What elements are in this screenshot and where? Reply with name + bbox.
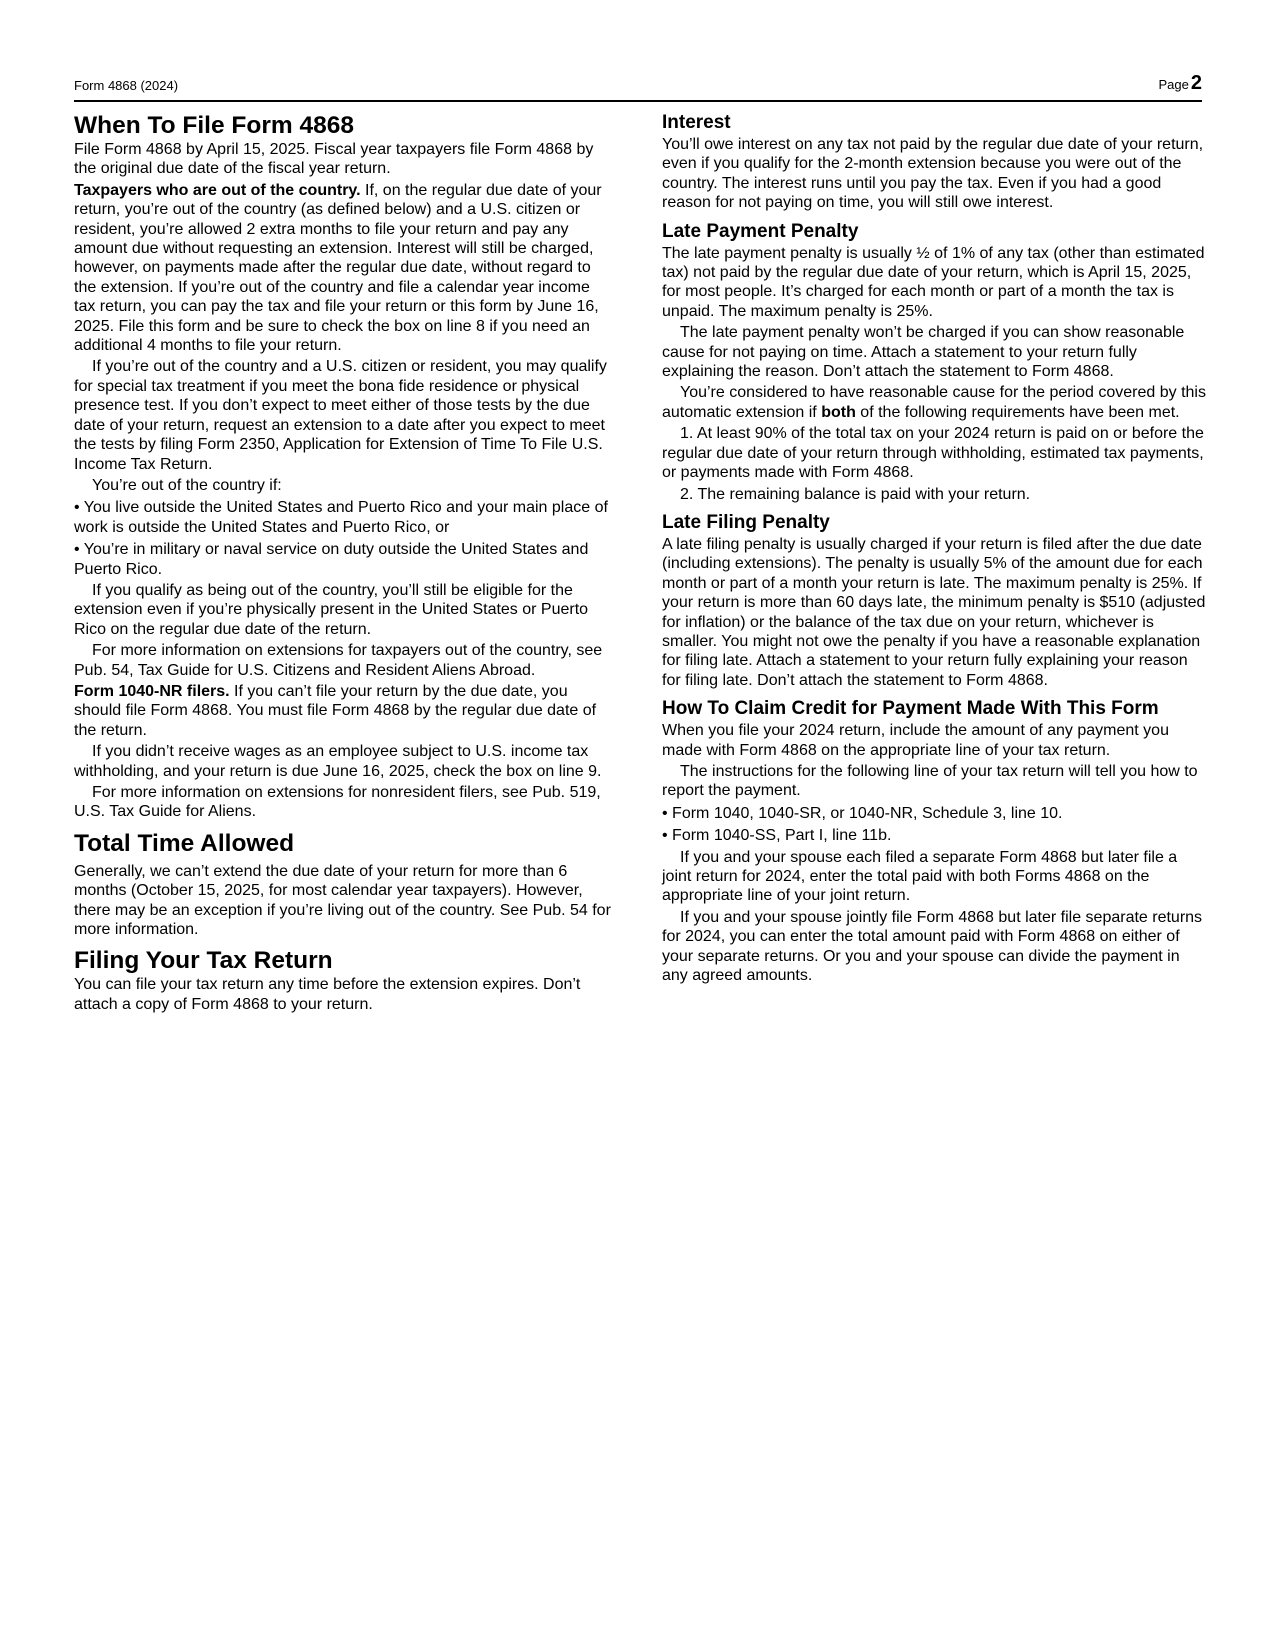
paragraph-text: of the following requirements have been met.	[855, 403, 1180, 421]
run-in-heading: Taxpayers who are out of the country.	[74, 181, 361, 199]
paragraph: You’ll owe interest on any tax not paid by the regular due date of your return, even if you qualify for the 2-month extension because you were out of the country. The interest runs until you pay the tax. Even if you had a good reason for not paying on time, you will still owe interest.	[662, 136, 1204, 212]
paragraph: You’re out of the country if:	[92, 476, 282, 494]
paragraph: File Form 4868 by April 15, 2025. Fiscal year taxpayers file Form 4868 by the original due date of the fiscal year return.	[74, 141, 594, 178]
subheading-claim-credit: How To Claim Credit for Payment Made With This Form	[662, 698, 1159, 720]
paragraph: The instructions for the following line of your tax return will tell you how to report the payment.	[662, 762, 1198, 800]
section-heading-filing-return: Filing Your Tax Return	[74, 947, 333, 975]
paragraph: You can file your tax return any time before the extension expires. Don’t attach a copy of Form 4868 to your return.	[74, 976, 581, 1013]
paragraph: For more information on extensions for taxpayers out of the country, see Pub. 54, Tax Guide for U.S. Citizens and Resident Aliens Abroad.	[74, 642, 603, 679]
subheading-late-filing: Late Filing Penalty	[662, 511, 830, 533]
paragraph-text: If you can’t file your return by the due date, you should file Form 4868. You must file Form 4868 by the regular due date of the return.	[74, 682, 597, 739]
paragraph: If you and your spouse jointly file Form 4868 but later file separate returns for 2024, you can enter the total amount paid with Form 4868 on either of your separate returns. Or you and your spouse can divide the payment in any agreed amounts.	[662, 908, 1203, 985]
subheading-late-payment: Late Payment Penalty	[662, 220, 859, 242]
emphasis: both	[821, 403, 856, 421]
paragraph	[662, 383, 1207, 422]
bullet-item: • You’re in military or naval service on duty outside the United States and Puerto Rico.	[74, 541, 589, 578]
page-number: 2	[1190, 72, 1202, 94]
form-label: Form 4868 (2024)	[74, 78, 179, 93]
paragraph: If you’re out of the country and a U.S. citizen or resident, you may qualify for special tax treatment if you meet the bona fide residence or physical presence test. If you don’t expect to meet either of those tests by the due date of your return, request an extension to a date after you expect to meet the tests by filing Form 2350, Application for Extension of Time To File U.S. Income Tax Return.	[74, 358, 607, 473]
paragraph: If you didn’t receive wages as an employee subject to U.S. income tax withholding, and your return is due June 16, 2025, check the box on line 9.	[74, 743, 602, 780]
paragraph-text: You’re considered to have reasonable cause for the period covered by this automatic extension if	[662, 384, 1206, 421]
bullet-item: • You live outside the United States and Puerto Rico and your main place of work is outside the United States and Puerto Rico, or	[74, 499, 608, 536]
right-column	[662, 106, 1207, 985]
section-heading-when-to-file: When To File Form 4868	[74, 112, 354, 139]
subheading-interest: Interest	[662, 112, 731, 133]
paragraph-text: If, on the regular due date of your return, you’re out of the country (as defined below) and a U.S. citizen or resident, you’re allowed 2 extra months to file your return and pay any amount due without requesting an extension. Interest will still be charged, however, on payments made after the regular due date, without regard to the extension. If you’re out of the country and file a calendar year income tax return, you can pay the tax and file your return or this form by June 16, 2025. File this form and be sure to check the box on line 8 if you need an additional 4 months to file your return.	[74, 181, 602, 355]
left-column	[74, 106, 614, 1014]
bullet-item: • Form 1040, 1040-SR, or 1040-NR, Schedule 3, line 10.	[662, 804, 1063, 822]
paragraph: If you and your spouse each filed a separate Form 4868 but later file a joint return for 2024, enter the total paid with both Forms 4868 on the appropriate line of your joint return.	[662, 848, 1178, 905]
paragraph: Generally, we can’t extend the due date of your return for more than 6 months (October 15, 2025, for most calendar year taxpayers). However, there may be an exception if you’re living out of the country. See Pub. 54 for more information.	[74, 862, 611, 939]
paragraph: The late payment penalty won’t be charged if you can show reasonable cause for not paying on time. Attach a statement to your return fully explaining the reason. Don’t attach the statement to Form 4868.	[662, 324, 1185, 381]
run-in-heading: Form 1040-NR filers.	[74, 682, 230, 700]
paragraph: The late payment penalty is usually ½ of 1% of any tax (other than estimated tax) not paid by the regular due date of your return, which is April 15, 2025, for most people. It’s charged for each month or part of a month the tax is unpaid. The maximum penalty is 25%.	[662, 244, 1205, 320]
paragraph	[74, 682, 614, 740]
section-heading-total-time: Total Time Allowed	[74, 829, 295, 857]
bullet-item: • Form 1040-SS, Part I, line 11b.	[662, 827, 892, 845]
paragraph: If you qualify as being out of the country, you’ll still be eligible for the extension even if you’re physically present in the United States or Puerto Rico on the regular due date of the return.	[74, 581, 589, 638]
paragraph	[74, 181, 614, 356]
page-indicator	[1159, 72, 1203, 95]
page-label: Page	[1158, 77, 1189, 92]
paragraph: A late filing penalty is usually charged if your return is filed after the due date (including extensions). The penalty is usually 5% of the amount due for each month or part of a month your return is late. The maximum penalty is 25%. If your return is more than 60 days late, the minimum penalty is $510 (adjusted for inflation) or the balance of the tax due on your return, whichever is smaller. You might not owe the penalty if you have a reasonable explanation for filing late. Attach a statement to your return fully explaining your reason for filing late. Don’t attach the statement to Form 4868.	[662, 535, 1206, 689]
paragraph: For more information on extensions for nonresident filers, see Pub. 519, U.S. Tax Guide for Aliens.	[74, 784, 601, 821]
numbered-item: 2. The remaining balance is paid with your return.	[680, 485, 1031, 503]
page-header	[74, 72, 1202, 102]
numbered-item: 1. At least 90% of the total tax on your 2024 return is paid on or before the regular due date of your return through withholding, estimated tax payments, or payments made with Form 4868.	[662, 425, 1204, 482]
paragraph: When you file your 2024 return, include the amount of any payment you made with Form 4868 on the appropriate line of your tax return.	[662, 722, 1169, 759]
